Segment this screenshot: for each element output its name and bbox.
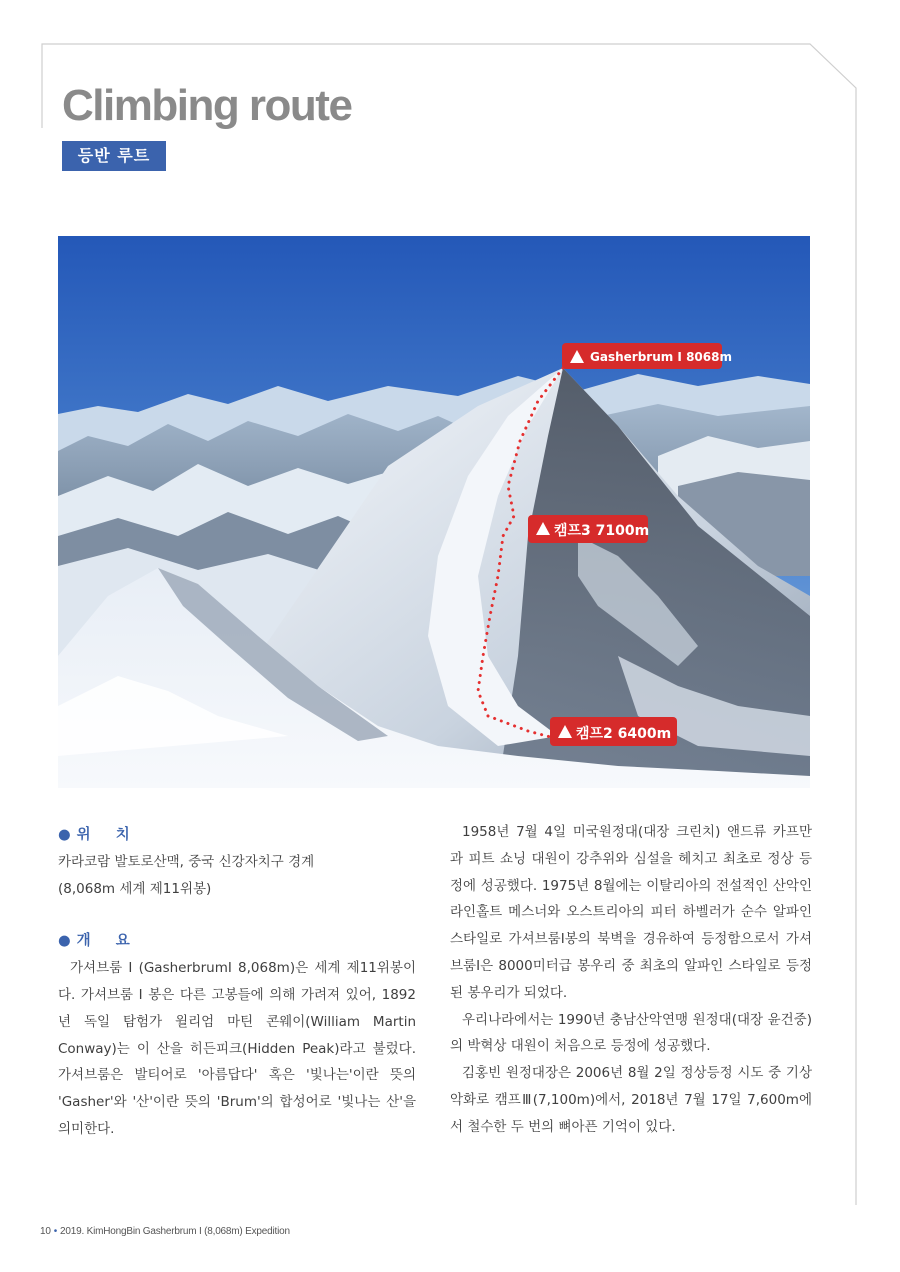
- mountain-photo: [58, 236, 810, 788]
- overview-paragraph-2: 1958년 7월 4일 미국원정대(대장 크린치) 앤드류 카프만 과 피트 쇼닝 대원이 강추위와 심설을 헤치고 최초로 정상 등정에 성공했다. 1975년 8월에는 이탈리아의 전설적인 산악인 라인홀트 메스너와 오스트리아의 피터 하벨러가 순수 알파인 스타일로 가셔브룸I봉의 북벽을 경유하여 등정함으로서 가셔브룸I은 8000미터급 봉우리 중 최초의 알파인 스타일로 등정된 봉우리가 되었다.: [450, 824, 812, 1001]
- svg-text:Gasherbrum I 8068m: Gasherbrum I 8068m: [590, 350, 732, 364]
- subtitle-badge: 등반 루트: [62, 141, 166, 171]
- overview-heading: ● 개 요: [58, 933, 140, 950]
- overview-paragraph-3: 우리나라에서는 1990년 충남산악연맹 원정대(대장 윤건중)의 박혁상 대원이 처음으로 등정에 성공했다.: [450, 1011, 812, 1055]
- footer-bullet: •: [53, 1226, 58, 1237]
- page-title: Climbing route: [62, 81, 352, 130]
- svg-text:캠프3 7100m: 캠프3 7100m: [554, 523, 650, 539]
- location-heading: ● 위 치: [58, 827, 140, 843]
- summit-label: [562, 343, 732, 369]
- location-line-1: 카라코람 발토로산맥, 중국 신강자치구 경계: [58, 853, 315, 870]
- right-column: [450, 819, 812, 1141]
- overview-paragraph-4: 김홍빈 원정대장은 2006년 8월 2일 정상등정 시도 중 기상악화로 캠프Ⅲ(7,100m)에서, 2018년 7월 17일 7,600m에서 철수한 두 번의 뼈아픈 기억이 있다.: [450, 1065, 812, 1135]
- camp2-label: [550, 717, 677, 746]
- page-footer: [40, 1226, 290, 1237]
- page-number: 10: [40, 1226, 51, 1237]
- overview-paragraph-1: 가셔브룸 I (GasherbrumI 8,068m)은 세계 제11위봉이다. 가셔브룸 I 봉은 다른 고봉들에 의해 가려져 있어, 1892년 독일 탐험가 윌리엄 마틴 콘웨이(William Martin Conway)는 이 산을 히든피크(Hidden Peak)라고 불렀다. 가셔브룸은 발티어로 '아름답다' 혹은 '빛나는'이란 뜻의 'Gasher'와 '산'이란 뜻의 'Brum'의 합성어로 '빛나는 산'을 의미한다.: [58, 960, 416, 1137]
- camp3-label: [528, 515, 649, 543]
- location-line-2: (8,068m 세계 제11위봉): [58, 880, 212, 897]
- svg-text:캠프2 6400m: 캠프2 6400m: [576, 726, 672, 742]
- left-column: [58, 822, 416, 1143]
- footer-text: 2019. KimHongBin Gasherbrum I (8,068m) Expedition: [60, 1226, 290, 1237]
